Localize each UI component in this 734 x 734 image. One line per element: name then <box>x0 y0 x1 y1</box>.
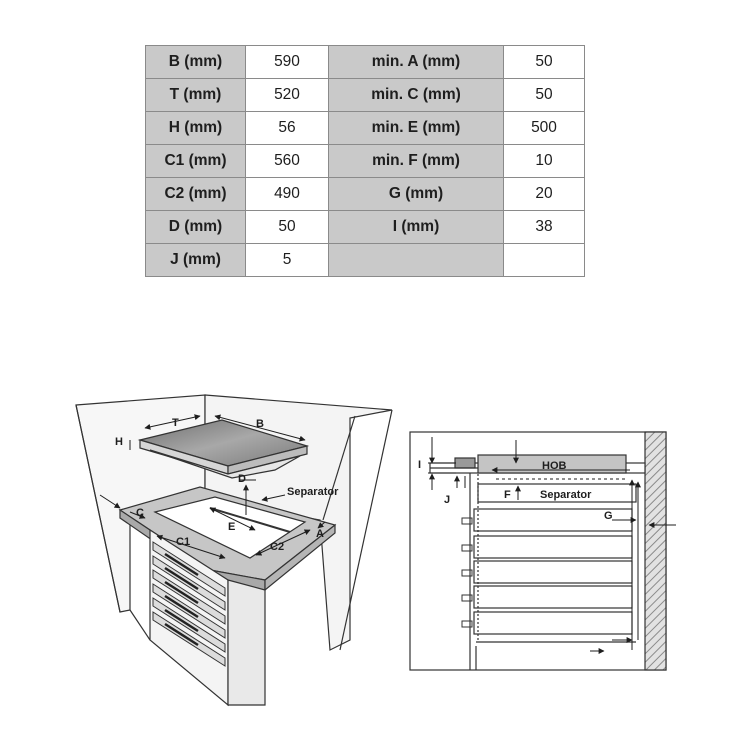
dimension-value: 520 <box>246 79 329 112</box>
dimension-value: 560 <box>246 145 329 178</box>
label-J: J <box>444 494 451 506</box>
dimension-value: 20 <box>504 178 585 211</box>
dimension-value: 56 <box>246 112 329 145</box>
dimension-label: min. F (mm) <box>329 145 504 178</box>
label-D: D <box>238 473 246 485</box>
label-C2: C2 <box>270 541 285 553</box>
dimension-value: 490 <box>246 178 329 211</box>
dimension-label: T (mm) <box>146 79 246 112</box>
dimension-value: 590 <box>246 46 329 79</box>
cabinet-side <box>228 580 265 705</box>
dimension-label: min. A (mm) <box>329 46 504 79</box>
label-separator-section: Separator <box>540 489 592 501</box>
kitchen-perspective-diagram <box>76 395 392 705</box>
label-T: T <box>172 417 179 429</box>
dimension-label: I (mm) <box>329 211 504 244</box>
dimension-value: 50 <box>504 79 585 112</box>
dimension-label: min. C (mm) <box>329 79 504 112</box>
dimension-label: min. E (mm) <box>329 112 504 145</box>
dimension-label: G (mm) <box>329 178 504 211</box>
dimension-label: C1 (mm) <box>146 145 246 178</box>
label-I: I <box>418 459 422 471</box>
label-C: C <box>136 507 144 519</box>
label-E: E <box>228 521 236 533</box>
dimension-value: 50 <box>246 211 329 244</box>
wall-hatch <box>645 432 666 670</box>
dimension-value: 10 <box>504 145 585 178</box>
dimension-value: 50 <box>504 46 585 79</box>
label-A: A <box>316 528 324 540</box>
section-drawers <box>474 509 632 634</box>
label-separator: Separator <box>287 486 339 498</box>
label-G: G <box>604 510 613 522</box>
dimension-label: B (mm) <box>146 46 246 79</box>
dimension-value: 500 <box>504 112 585 145</box>
label-F: F <box>504 489 511 501</box>
dimension-label: H (mm) <box>146 112 246 145</box>
label-H: H <box>115 436 123 448</box>
dimension-label: D (mm) <box>146 211 246 244</box>
dimension-label: J (mm) <box>146 244 246 277</box>
label-hob: HOB <box>542 460 567 472</box>
label-C1: C1 <box>176 536 191 548</box>
dimension-value: 38 <box>504 211 585 244</box>
label-B: B <box>256 418 264 430</box>
dimension-label: C2 (mm) <box>146 178 246 211</box>
dimension-value: 5 <box>246 244 329 277</box>
